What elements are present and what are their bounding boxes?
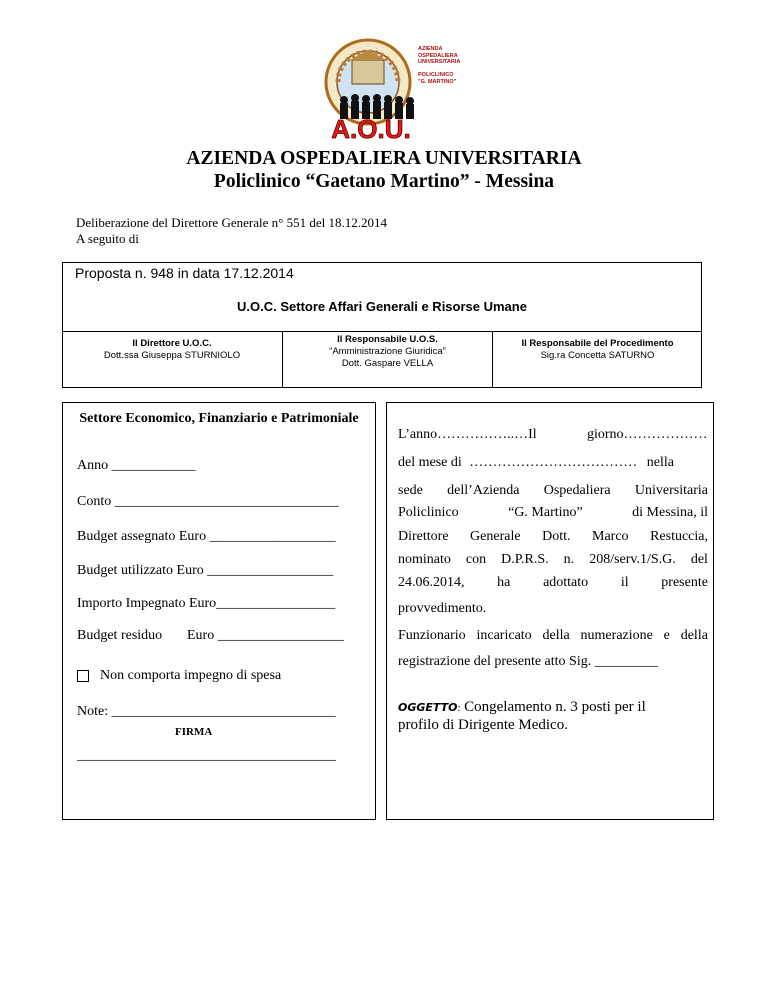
budget-residuo-field: Euro __________________	[187, 628, 344, 643]
nominato-text: nominato con D.P.R.S. n. 208/serv.1/S.G. del	[398, 552, 708, 567]
registrazione-text: registrazione del presente atto Sig. _________	[398, 654, 658, 669]
signatory-responsabile-uos	[283, 334, 492, 370]
conto-field: Conto ________________________________	[77, 494, 339, 509]
importo-impegnato-field: Importo Impegnato Euro_________________	[77, 596, 336, 611]
funzionario-text: Funzionario incaricato della numerazione e della	[398, 628, 708, 643]
anno-field: Anno ____________	[77, 458, 196, 473]
note-field: Note: ________________________________	[77, 704, 336, 719]
proposal-divider	[62, 331, 702, 332]
policlinico-text: Policlinico “G. Martino” di Messina, il	[398, 505, 708, 520]
budget-residuo-label: Budget residuo	[77, 628, 163, 643]
signatory-name: Dott.ssa Giuseppa STURNIOLO	[103, 350, 241, 361]
finance-panel-title: Settore Economico, Finanziario e Patrimoniale	[79, 411, 359, 426]
sede-text: sede dell’Azienda Ospedaliera Universitaria	[398, 483, 708, 498]
proposal-line: Proposta n. 948 in data 17.12.2014	[75, 265, 294, 281]
deliberation-line: Deliberazione del Direttore Generale n° 551 del 18.12.2014	[76, 215, 387, 230]
anno-text: L’anno……………..…Il	[398, 427, 537, 442]
signatory-name: Sig.ra Concetta SATURNO	[540, 350, 655, 361]
oggetto-text: Congelamento n. 3 posti per il	[464, 699, 646, 715]
oggetto-text-continued: profilo di Dirigente Medico.	[398, 717, 568, 733]
signatory-title: Il Responsabile del Procedimento	[521, 338, 674, 349]
giorno-text: giorno………………	[587, 427, 708, 442]
budget-utilizzato-field: Budget utilizzato Euro __________________	[77, 563, 334, 578]
organization-subtitle: Policlinico “Gaetano Martino” - Messina	[213, 171, 555, 192]
budget-assegnato-field: Budget assegnato Euro __________________	[77, 529, 336, 544]
organization-name: AZIENDA OSPEDALIERA UNIVERSITARIA	[186, 148, 582, 169]
oggetto-line: OGGETTO: Congelamento n. 3 posti per il	[398, 699, 646, 715]
logo-caption: AZIENDA OSPEDALIERA UNIVERSITARIA POLICLINICO "G. MARTINO"	[418, 46, 461, 85]
uoc-title: U.O.C. Settore Affari Generali e Risorse Umane	[237, 299, 527, 314]
firma-line: _____________________________________	[77, 748, 336, 763]
signatory-area: “Amministrazione Giuridica”	[329, 346, 446, 357]
signatory-responsabile-procedimento	[493, 338, 702, 362]
no-expense-label: Non comporta impegno di spesa	[100, 668, 282, 683]
logo-badge: A.O.U.	[331, 114, 411, 142]
signatory-direttore	[62, 338, 282, 362]
provvedimento-text: provvedimento.	[398, 601, 487, 616]
firma-label: FIRMA	[175, 726, 213, 738]
signatory-title: Il Responsabile U.O.S.	[337, 334, 438, 345]
data-nomina-text: 24.06.2014, ha adottato il presente	[398, 575, 708, 590]
mese-text: del mese di ……………………………… nella	[398, 455, 674, 470]
no-expense-checkbox[interactable]	[77, 670, 89, 682]
oggetto-label: OGGETTO	[398, 701, 458, 714]
signatory-name: Dott. Gaspare VELLA	[341, 358, 434, 369]
signatory-title: Il Direttore U.O.C.	[132, 338, 212, 349]
direttore-text: Direttore Generale Dott. Marco Restuccia,	[398, 529, 708, 544]
following-label: A seguito di	[76, 231, 139, 246]
